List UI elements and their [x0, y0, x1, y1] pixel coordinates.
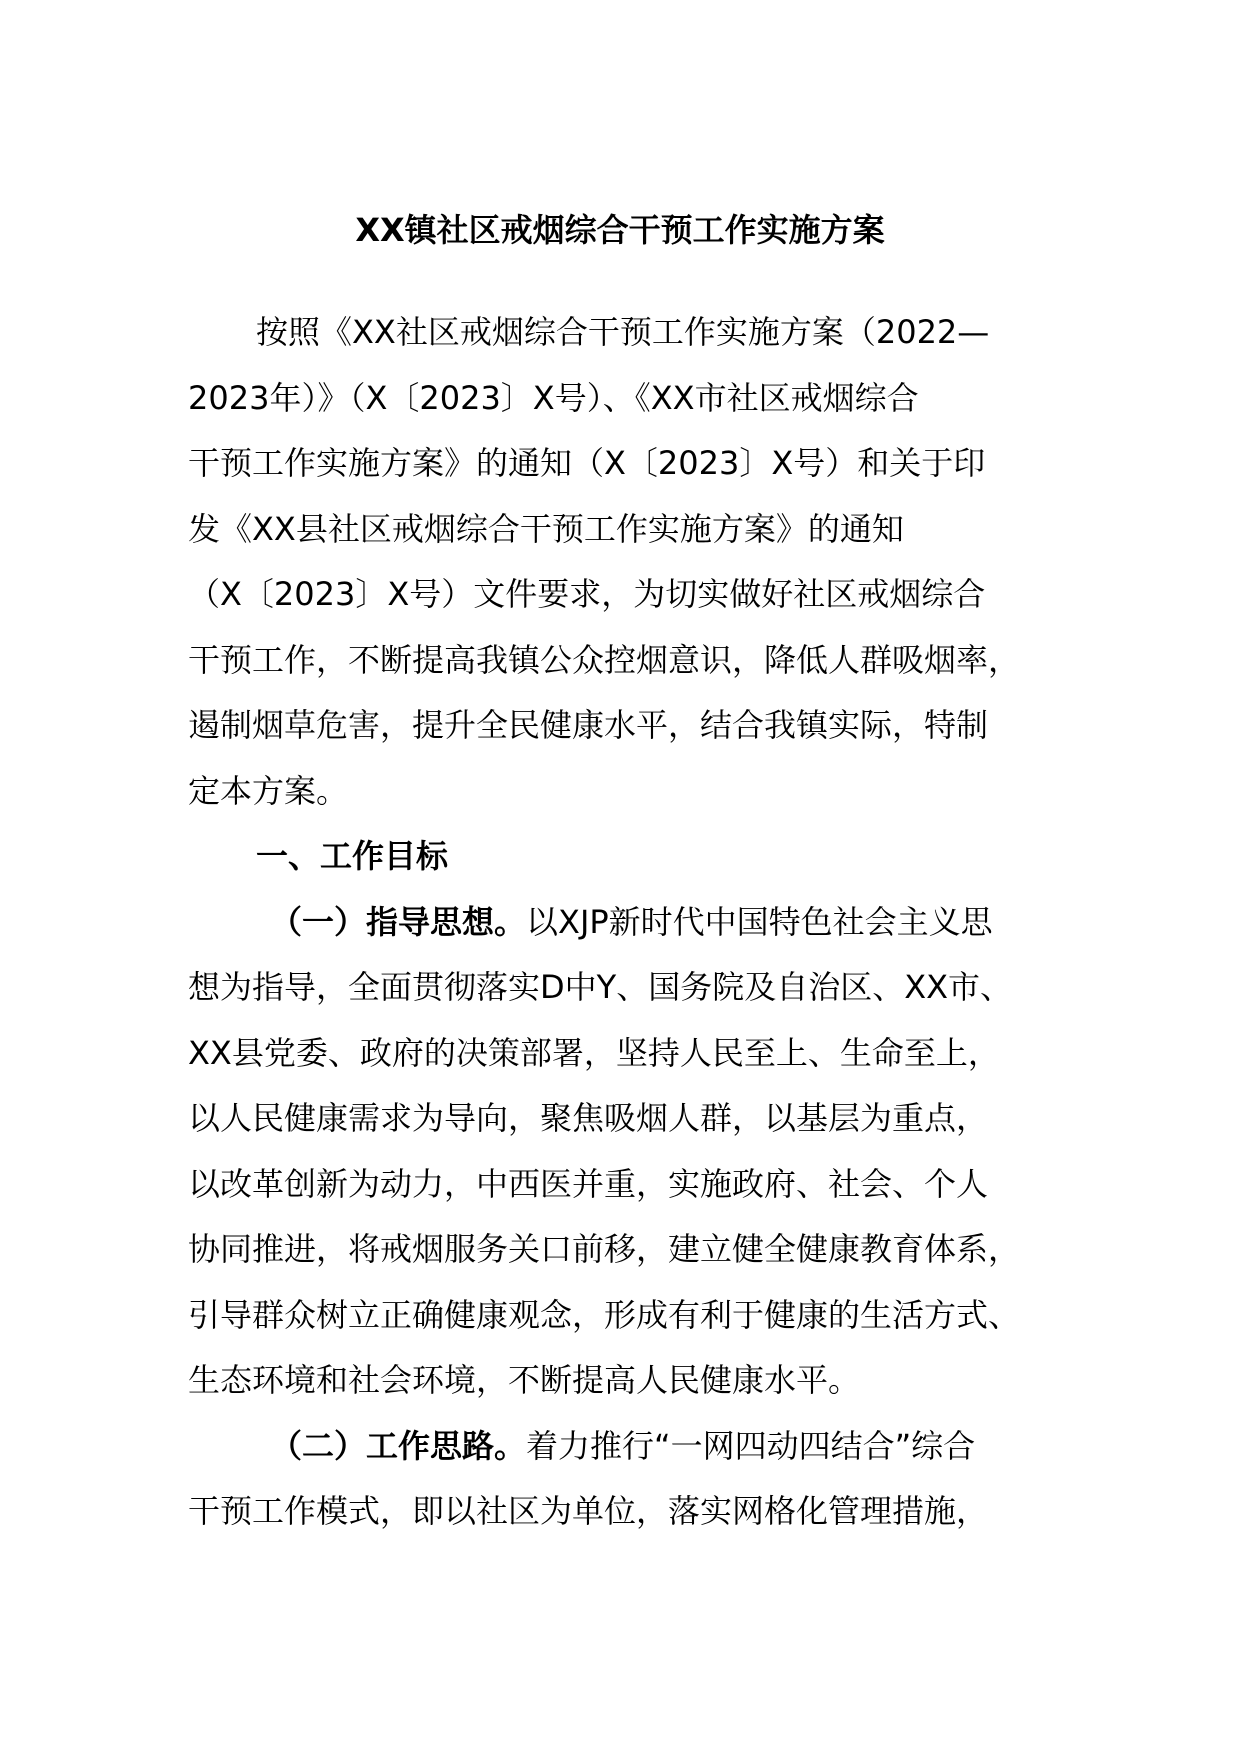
document-title: XX镇社区戒烟综合干预工作实施方案 [355, 211, 885, 249]
paragraph-line: XX县党委、政府的决策部署，坚持人民至上、生命至上， [188, 1033, 1000, 1072]
paragraph-line: 干预工作模式，即以社区为单位，落实网格化管理措施， [188, 1492, 989, 1530]
paragraph-line: 协同推进，将戒烟服务关口前移，建立健全健康教育体系， [188, 1230, 1021, 1268]
intro-line: 发《XX县社区戒烟综合干预工作实施方案》的通知 [188, 509, 904, 548]
paragraph-line: 生态环境和社会环境，不断提高人民健康水平。 [188, 1361, 861, 1399]
intro-line: （X〔2023〕X号）文件要求，为切实做好社区戒烟综合 [188, 575, 986, 613]
intro-line: 按照《XX社区戒烟综合干预工作实施方案（2022— [256, 313, 990, 351]
intro-line: 干预工作实施方案》的通知（X〔2023〕X号）和关于印 [188, 444, 986, 482]
intro-line: 定本方案。 [188, 771, 349, 810]
intro-line: 2023年）》（X〔2023〕X号）、《XX市社区戒烟综合 [188, 378, 919, 417]
section-heading: 一、工作目标 [256, 837, 449, 875]
subsection-text: 以XJP新时代中国特色社会主义思 [526, 902, 993, 941]
subsection-first-line [188, 1414, 1068, 1480]
intro-line: 遏制烟草危害，提升全民健康水平，结合我镇实际，特制 [188, 706, 989, 744]
subsection-heading: （二）工作思路。 [270, 1426, 527, 1465]
document-body [188, 300, 1068, 1545]
paragraph-line: 想为指导，全面贯彻落实D中Y、国务院及自治区、XX市、 [188, 968, 1013, 1006]
paragraph-line: 以改革创新为动力，中西医并重，实施政府、社会、个人 [188, 1164, 989, 1203]
subsection-first-line [188, 890, 1068, 956]
intro-line: 干预工作，不断提高我镇公众控烟意识，降低人群吸烟率， [188, 640, 1021, 679]
subsection-heading: （一）指导思想。 [270, 902, 527, 941]
paragraph-line: 以人民健康需求为导向，聚焦吸烟人群，以基层为重点， [188, 1099, 989, 1137]
subsection-text: 着力推行“一网四动四结合”综合 [526, 1426, 976, 1465]
paragraph-line: 引导群众树立正确健康观念，形成有利于健康的生活方式、 [188, 1295, 1021, 1334]
